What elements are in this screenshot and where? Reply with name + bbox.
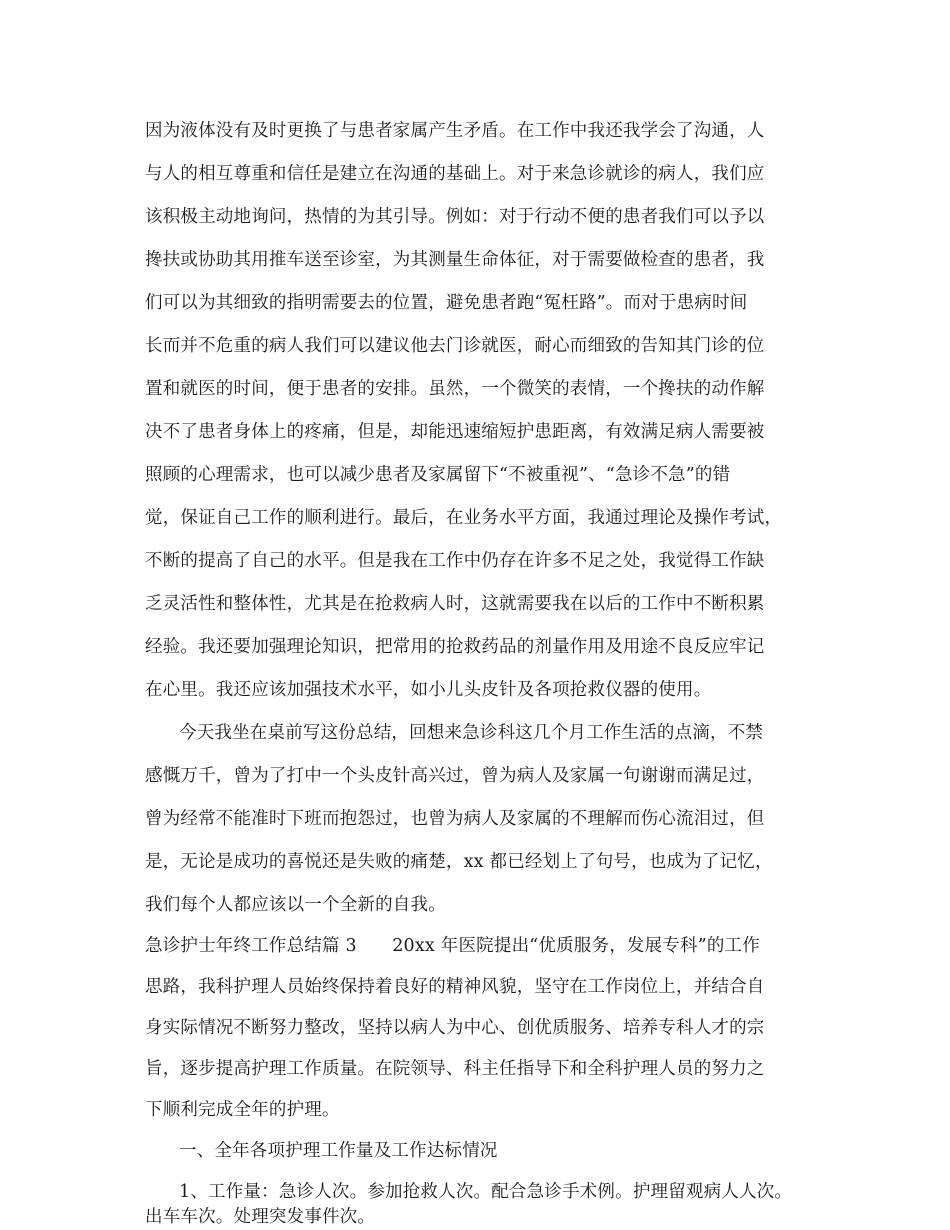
body-text-line: 觉，保证自己工作的顺利进行。最后，在业务水平方面，我通过理论及操作考试，	[145, 508, 783, 528]
body-text-line: 长而并不危重的病人我们可以建议他去门诊就医，耐心而细致的告知其门诊的位	[145, 336, 765, 356]
paragraph-first-line: 今天我坐在桌前写这份总结，回想来急诊科这几个月工作生活的点滴，不禁	[179, 723, 764, 743]
body-text-line: 该积极主动地询问，热情的为其引导。例如：对于行动不便的患者我们可以予以	[145, 207, 765, 227]
body-text-line: 与人的相互尊重和信任是建立在沟通的基础上。对于来急诊就诊的病人，我们应	[145, 164, 765, 184]
body-text-line: 出车车次。处理突发事件次。	[145, 1207, 376, 1227]
body-text-line: 决不了患者身体上的疼痛，但是，却能迅速缩短护患距离，有效满足病人需要被	[145, 422, 765, 442]
body-text-line: 是，无论是成功的喜悦还是失败的痛楚，xx 都已经划上了句号，也成为了记忆，	[145, 852, 773, 872]
body-text-line: 感慨万千，曾为了打中一个头皮针高兴过，曾为病人及家属一句谢谢而满足过，	[145, 766, 765, 786]
body-text-line: 搀扶或协助其用推车送至诊室，为其测量生命体征，对于需要做检查的患者，我	[145, 250, 765, 270]
body-text-line: 置和就医的时间，便于患者的安排。虽然，一个微笑的表情，一个搀扶的动作解	[145, 379, 765, 399]
body-text-line: 我们每个人都应该以一个全新的自我。	[145, 895, 446, 915]
body-text-line: 下顺利完成全年的护理。	[145, 1100, 340, 1120]
paragraph-first-line: 1、工作量：急诊人次。参加抢救人次。配合急诊手术例。护理留观病人人次。	[179, 1182, 793, 1202]
body-text-line: 在心里。我还应该加强技术水平，如小儿头皮针及各项抢救仪器的使用。	[145, 680, 712, 700]
body-text-line: 因为液体没有及时更换了与患者家属产生矛盾。在工作中我还我学会了沟通，人	[145, 121, 765, 141]
body-text-line: 经验。我还要加强理论知识，把常用的抢救药品的剂量作用及用途不良反应牢记	[145, 637, 765, 657]
body-text-line: 不断的提高了自己的水平。但是我在工作中仍存在许多不足之处，我觉得工作缺	[145, 551, 765, 571]
body-text-line: 旨，逐步提高护理工作质量。在院领导、科主任指导下和全科护理人员的努力之	[145, 1059, 765, 1079]
body-text-line: 身实际情况不断努力整改，坚持以病人为中心、创优质服务、培养专科人才的宗	[145, 1018, 765, 1038]
subheading-line: 一、全年各项护理工作量及工作达标情况	[179, 1141, 498, 1161]
body-text-line: 乏灵活性和整体性，尤其是在抢救病人时，这就需要我在以后的工作中不断积累	[145, 594, 765, 614]
body-text-line: 照顾的心理需求，也可以减少患者及家属留下“不被重视”、“急诊不急”的错	[145, 465, 731, 485]
body-text-line: 曾为经常不能准时下班而抱怨过，也曾为病人及家属的不理解而伤心流泪过，但	[145, 809, 765, 829]
body-text-line: 们可以为其细致的指明需要去的位置，避免患者跑“冤枉路”。而对于患病时间	[145, 293, 748, 313]
body-text-line: 思路，我科护理人员始终保持着良好的精神风貌，坚守在工作岗位上，并结合自	[145, 977, 765, 997]
section-heading-line: 急诊护士年终工作总结篇 3 20xx 年医院提出“优质服务，发展专科”的工作	[145, 936, 760, 956]
